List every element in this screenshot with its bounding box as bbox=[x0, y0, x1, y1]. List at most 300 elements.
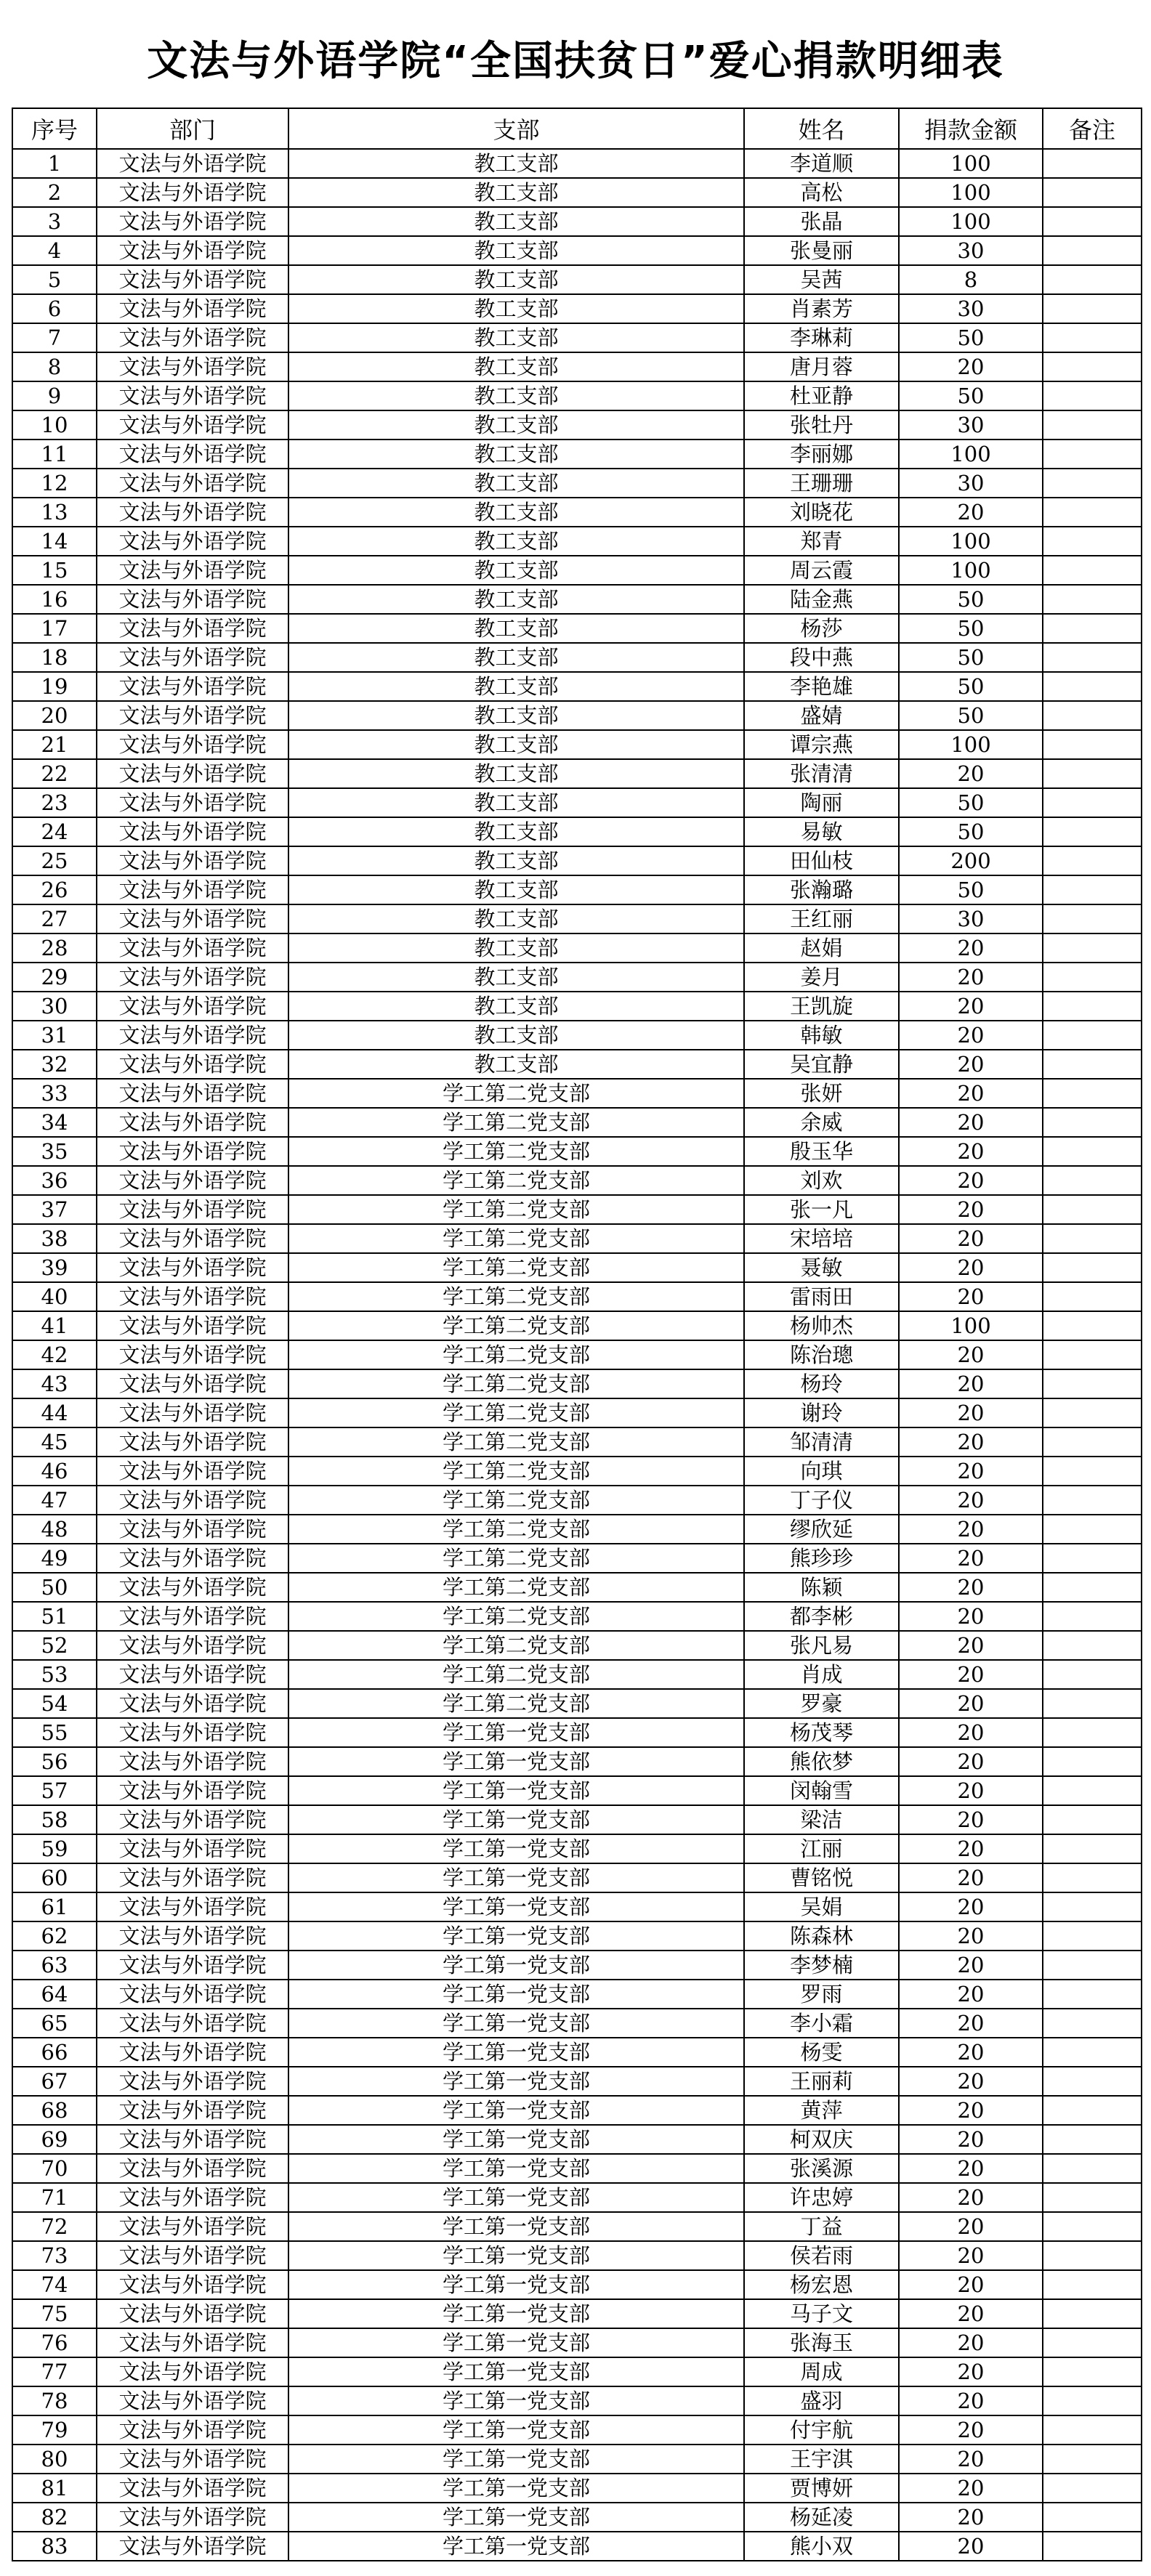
table-row bbox=[12, 2299, 1142, 2328]
cell-branch: 学工第一党支部 bbox=[288, 2445, 744, 2474]
cell-index: 83 bbox=[12, 2532, 97, 2561]
table-row bbox=[12, 1457, 1142, 1486]
cell-name: 雷雨田 bbox=[744, 1282, 899, 1311]
cell-amount: 50 bbox=[899, 381, 1043, 410]
cell-index: 43 bbox=[12, 1369, 97, 1398]
cell-branch: 教工支部 bbox=[288, 323, 744, 352]
cell-remark bbox=[1043, 963, 1142, 992]
table-row bbox=[12, 1660, 1142, 1689]
cell-remark bbox=[1043, 265, 1142, 294]
cell-branch: 教工支部 bbox=[288, 730, 744, 759]
table-row bbox=[12, 992, 1142, 1021]
cell-name: 付宇航 bbox=[744, 2415, 899, 2445]
cell-department: 文法与外语学院 bbox=[97, 2009, 288, 2038]
cell-department: 文法与外语学院 bbox=[97, 2096, 288, 2125]
cell-branch: 学工第一党支部 bbox=[288, 1747, 744, 1776]
cell-branch: 学工第二党支部 bbox=[288, 1689, 744, 1718]
cell-index: 46 bbox=[12, 1457, 97, 1486]
cell-name: 陈颖 bbox=[744, 1573, 899, 1602]
cell-amount: 30 bbox=[899, 294, 1043, 323]
table-row bbox=[12, 2009, 1142, 2038]
cell-remark bbox=[1043, 933, 1142, 963]
cell-remark bbox=[1043, 759, 1142, 788]
table-row bbox=[12, 2270, 1142, 2299]
cell-index: 26 bbox=[12, 875, 97, 904]
cell-index: 53 bbox=[12, 1660, 97, 1689]
cell-branch: 教工支部 bbox=[288, 643, 744, 672]
cell-index: 32 bbox=[12, 1050, 97, 1079]
table-row bbox=[12, 352, 1142, 381]
table-row bbox=[12, 933, 1142, 963]
cell-branch: 学工第一党支部 bbox=[288, 2474, 744, 2503]
table-row bbox=[12, 1718, 1142, 1747]
cell-amount: 20 bbox=[899, 1834, 1043, 1863]
cell-index: 18 bbox=[12, 643, 97, 672]
cell-index: 60 bbox=[12, 1863, 97, 1892]
cell-name: 刘晓花 bbox=[744, 498, 899, 527]
cell-index: 81 bbox=[12, 2474, 97, 2503]
cell-name: 张海玉 bbox=[744, 2328, 899, 2357]
cell-department: 文法与外语学院 bbox=[97, 2183, 288, 2212]
cell-remark bbox=[1043, 440, 1142, 469]
cell-index: 58 bbox=[12, 1805, 97, 1834]
cell-department: 文法与外语学院 bbox=[97, 1253, 288, 1282]
cell-name: 江丽 bbox=[744, 1834, 899, 1863]
cell-name: 李小霜 bbox=[744, 2009, 899, 2038]
cell-amount: 20 bbox=[899, 498, 1043, 527]
table-row bbox=[12, 1195, 1142, 1224]
cell-name: 聂敏 bbox=[744, 1253, 899, 1282]
cell-department: 文法与外语学院 bbox=[97, 2299, 288, 2328]
cell-remark bbox=[1043, 992, 1142, 1021]
cell-remark bbox=[1043, 2328, 1142, 2357]
table-row bbox=[12, 1108, 1142, 1137]
cell-index: 8 bbox=[12, 352, 97, 381]
cell-branch: 学工第二党支部 bbox=[288, 1660, 744, 1689]
cell-department: 文法与外语学院 bbox=[97, 2445, 288, 2474]
cell-branch: 教工支部 bbox=[288, 701, 744, 730]
cell-index: 39 bbox=[12, 1253, 97, 1282]
cell-remark bbox=[1043, 2241, 1142, 2270]
cell-amount: 20 bbox=[899, 1369, 1043, 1398]
cell-department: 文法与外语学院 bbox=[97, 1892, 288, 1921]
cell-index: 34 bbox=[12, 1108, 97, 1137]
cell-branch: 学工第二党支部 bbox=[288, 1282, 744, 1311]
cell-index: 67 bbox=[12, 2067, 97, 2096]
cell-name: 周成 bbox=[744, 2357, 899, 2386]
cell-remark bbox=[1043, 2154, 1142, 2183]
cell-name: 张牡丹 bbox=[744, 410, 899, 440]
table-row bbox=[12, 1050, 1142, 1079]
cell-department: 文法与外语学院 bbox=[97, 2386, 288, 2415]
cell-remark bbox=[1043, 614, 1142, 643]
table-row bbox=[12, 2415, 1142, 2445]
table-row bbox=[12, 1892, 1142, 1921]
header-amount: 捐款金额 bbox=[899, 108, 1043, 149]
cell-index: 77 bbox=[12, 2357, 97, 2386]
cell-amount: 20 bbox=[899, 2474, 1043, 2503]
cell-branch: 教工支部 bbox=[288, 381, 744, 410]
cell-amount: 50 bbox=[899, 323, 1043, 352]
cell-amount: 50 bbox=[899, 788, 1043, 817]
cell-department: 文法与外语学院 bbox=[97, 992, 288, 1021]
cell-amount: 20 bbox=[899, 2096, 1043, 2125]
cell-index: 70 bbox=[12, 2154, 97, 2183]
table-row bbox=[12, 643, 1142, 672]
cell-remark bbox=[1043, 352, 1142, 381]
cell-department: 文法与外语学院 bbox=[97, 933, 288, 963]
cell-name: 杨雯 bbox=[744, 2038, 899, 2067]
cell-department: 文法与外语学院 bbox=[97, 1689, 288, 1718]
table-row bbox=[12, 2125, 1142, 2154]
cell-name: 熊珍珍 bbox=[744, 1544, 899, 1573]
cell-amount: 20 bbox=[899, 1921, 1043, 1951]
cell-remark bbox=[1043, 2386, 1142, 2415]
cell-amount: 20 bbox=[899, 1137, 1043, 1166]
cell-name: 杨莎 bbox=[744, 614, 899, 643]
cell-name: 李梦楠 bbox=[744, 1951, 899, 1980]
cell-amount: 8 bbox=[899, 265, 1043, 294]
cell-name: 宋培培 bbox=[744, 1224, 899, 1253]
cell-branch: 学工第一党支部 bbox=[288, 2357, 744, 2386]
cell-index: 35 bbox=[12, 1137, 97, 1166]
cell-remark bbox=[1043, 2096, 1142, 2125]
cell-amount: 20 bbox=[899, 2386, 1043, 2415]
table-row bbox=[12, 1805, 1142, 1834]
cell-name: 谭宗燕 bbox=[744, 730, 899, 759]
cell-index: 82 bbox=[12, 2503, 97, 2532]
cell-name: 陈森林 bbox=[744, 1921, 899, 1951]
cell-name: 杨玲 bbox=[744, 1369, 899, 1398]
cell-name: 曹铭悦 bbox=[744, 1863, 899, 1892]
cell-branch: 学工第二党支部 bbox=[288, 1340, 744, 1369]
cell-branch: 学工第二党支部 bbox=[288, 1311, 744, 1340]
table-row bbox=[12, 875, 1142, 904]
cell-name: 杨延凌 bbox=[744, 2503, 899, 2532]
cell-index: 16 bbox=[12, 585, 97, 614]
cell-amount: 20 bbox=[899, 1398, 1043, 1427]
cell-name: 王宇淇 bbox=[744, 2445, 899, 2474]
cell-branch: 教工支部 bbox=[288, 992, 744, 1021]
cell-name: 马子文 bbox=[744, 2299, 899, 2328]
cell-department: 文法与外语学院 bbox=[97, 1050, 288, 1079]
cell-branch: 学工第二党支部 bbox=[288, 1108, 744, 1137]
cell-remark bbox=[1043, 672, 1142, 701]
table-row bbox=[12, 236, 1142, 265]
cell-name: 罗雨 bbox=[744, 1980, 899, 2009]
cell-amount: 20 bbox=[899, 1340, 1043, 1369]
cell-amount: 20 bbox=[899, 963, 1043, 992]
cell-branch: 教工支部 bbox=[288, 498, 744, 527]
cell-branch: 学工第二党支部 bbox=[288, 1166, 744, 1195]
cell-index: 79 bbox=[12, 2415, 97, 2445]
cell-index: 31 bbox=[12, 1021, 97, 1050]
cell-branch: 学工第一党支部 bbox=[288, 2415, 744, 2445]
cell-index: 27 bbox=[12, 904, 97, 933]
cell-index: 19 bbox=[12, 672, 97, 701]
table-row bbox=[12, 1631, 1142, 1660]
cell-department: 文法与外语学院 bbox=[97, 2357, 288, 2386]
table-row bbox=[12, 1486, 1142, 1515]
cell-department: 文法与外语学院 bbox=[97, 788, 288, 817]
cell-index: 6 bbox=[12, 294, 97, 323]
table-row bbox=[12, 1224, 1142, 1253]
cell-name: 张凡易 bbox=[744, 1631, 899, 1660]
cell-index: 64 bbox=[12, 1980, 97, 2009]
table-row bbox=[12, 759, 1142, 788]
cell-department: 文法与外语学院 bbox=[97, 1980, 288, 2009]
cell-remark bbox=[1043, 1980, 1142, 2009]
cell-name: 唐月蓉 bbox=[744, 352, 899, 381]
cell-remark bbox=[1043, 1892, 1142, 1921]
cell-department: 文法与外语学院 bbox=[97, 1805, 288, 1834]
table-row bbox=[12, 2445, 1142, 2474]
document-title: 文法与外语学院“全国扶贫日”爱心捐款明细表 bbox=[147, 38, 1004, 85]
header-row bbox=[12, 108, 1142, 149]
cell-name: 都李彬 bbox=[744, 1602, 899, 1631]
cell-name: 侯若雨 bbox=[744, 2241, 899, 2270]
donation-table bbox=[12, 108, 1142, 2561]
cell-branch: 教工支部 bbox=[288, 875, 744, 904]
cell-department: 文法与外语学院 bbox=[97, 614, 288, 643]
cell-remark bbox=[1043, 1544, 1142, 1573]
cell-branch: 教工支部 bbox=[288, 469, 744, 498]
cell-branch: 学工第一党支部 bbox=[288, 1980, 744, 2009]
cell-department: 文法与外语学院 bbox=[97, 556, 288, 585]
cell-name: 张一凡 bbox=[744, 1195, 899, 1224]
cell-amount: 20 bbox=[899, 2241, 1043, 2270]
table-row bbox=[12, 1427, 1142, 1457]
cell-branch: 教工支部 bbox=[288, 759, 744, 788]
cell-branch: 学工第二党支部 bbox=[288, 1398, 744, 1427]
cell-branch: 教工支部 bbox=[288, 294, 744, 323]
cell-index: 7 bbox=[12, 323, 97, 352]
cell-name: 陈治璁 bbox=[744, 1340, 899, 1369]
cell-name: 丁益 bbox=[744, 2212, 899, 2241]
cell-branch: 学工第一党支部 bbox=[288, 2067, 744, 2096]
cell-remark bbox=[1043, 817, 1142, 846]
cell-branch: 学工第一党支部 bbox=[288, 1834, 744, 1863]
cell-name: 肖成 bbox=[744, 1660, 899, 1689]
cell-name: 肖素芳 bbox=[744, 294, 899, 323]
cell-amount: 20 bbox=[899, 1689, 1043, 1718]
table-row bbox=[12, 381, 1142, 410]
cell-branch: 学工第一党支部 bbox=[288, 1863, 744, 1892]
cell-amount: 20 bbox=[899, 1515, 1043, 1544]
cell-index: 37 bbox=[12, 1195, 97, 1224]
cell-amount: 50 bbox=[899, 672, 1043, 701]
cell-remark bbox=[1043, 1369, 1142, 1398]
cell-amount: 100 bbox=[899, 178, 1043, 207]
cell-department: 文法与外语学院 bbox=[97, 2532, 288, 2561]
table-row bbox=[12, 846, 1142, 875]
table-row bbox=[12, 672, 1142, 701]
table-row bbox=[12, 2532, 1142, 2561]
cell-department: 文法与外语学院 bbox=[97, 1079, 288, 1108]
table-row bbox=[12, 1311, 1142, 1340]
cell-department: 文法与外语学院 bbox=[97, 1486, 288, 1515]
cell-name: 熊依梦 bbox=[744, 1747, 899, 1776]
cell-department: 文法与外语学院 bbox=[97, 1457, 288, 1486]
table-row bbox=[12, 1573, 1142, 1602]
cell-branch: 教工支部 bbox=[288, 236, 744, 265]
cell-branch: 学工第一党支部 bbox=[288, 2241, 744, 2270]
cell-index: 62 bbox=[12, 1921, 97, 1951]
cell-department: 文法与外语学院 bbox=[97, 1834, 288, 1863]
cell-department: 文法与外语学院 bbox=[97, 178, 288, 207]
cell-amount: 20 bbox=[899, 1050, 1043, 1079]
cell-amount: 20 bbox=[899, 2009, 1043, 2038]
cell-index: 9 bbox=[12, 381, 97, 410]
cell-amount: 100 bbox=[899, 527, 1043, 556]
cell-branch: 教工支部 bbox=[288, 846, 744, 875]
cell-amount: 50 bbox=[899, 701, 1043, 730]
table-row bbox=[12, 1834, 1142, 1863]
cell-amount: 100 bbox=[899, 440, 1043, 469]
table-row bbox=[12, 294, 1142, 323]
cell-branch: 学工第一党支部 bbox=[288, 1951, 744, 1980]
cell-remark bbox=[1043, 1224, 1142, 1253]
table-row bbox=[12, 1253, 1142, 1282]
cell-amount: 20 bbox=[899, 2212, 1043, 2241]
cell-amount: 30 bbox=[899, 410, 1043, 440]
cell-remark bbox=[1043, 1747, 1142, 1776]
cell-name: 张瀚璐 bbox=[744, 875, 899, 904]
table-row bbox=[12, 1021, 1142, 1050]
cell-remark bbox=[1043, 1718, 1142, 1747]
cell-remark bbox=[1043, 2503, 1142, 2532]
table-row bbox=[12, 701, 1142, 730]
cell-index: 21 bbox=[12, 730, 97, 759]
cell-amount: 20 bbox=[899, 1224, 1043, 1253]
cell-remark bbox=[1043, 2474, 1142, 2503]
cell-branch: 学工第二党支部 bbox=[288, 1602, 744, 1631]
cell-index: 72 bbox=[12, 2212, 97, 2241]
cell-amount: 20 bbox=[899, 1631, 1043, 1660]
cell-branch: 学工第二党支部 bbox=[288, 1253, 744, 1282]
cell-department: 文法与外语学院 bbox=[97, 643, 288, 672]
cell-branch: 教工支部 bbox=[288, 410, 744, 440]
cell-amount: 20 bbox=[899, 1282, 1043, 1311]
table-row bbox=[12, 1689, 1142, 1718]
cell-name: 郑青 bbox=[744, 527, 899, 556]
cell-index: 38 bbox=[12, 1224, 97, 1253]
cell-name: 王丽莉 bbox=[744, 2067, 899, 2096]
cell-name: 余威 bbox=[744, 1108, 899, 1137]
cell-remark bbox=[1043, 2212, 1142, 2241]
cell-name: 许忠婷 bbox=[744, 2183, 899, 2212]
cell-index: 14 bbox=[12, 527, 97, 556]
cell-index: 40 bbox=[12, 1282, 97, 1311]
cell-index: 78 bbox=[12, 2386, 97, 2415]
cell-amount: 20 bbox=[899, 2503, 1043, 2532]
cell-remark bbox=[1043, 1660, 1142, 1689]
cell-department: 文法与外语学院 bbox=[97, 469, 288, 498]
cell-department: 文法与外语学院 bbox=[97, 846, 288, 875]
table-row bbox=[12, 1137, 1142, 1166]
table-row bbox=[12, 2357, 1142, 2386]
cell-branch: 教工支部 bbox=[288, 933, 744, 963]
cell-department: 文法与外语学院 bbox=[97, 352, 288, 381]
cell-index: 41 bbox=[12, 1311, 97, 1340]
cell-name: 张晶 bbox=[744, 207, 899, 236]
cell-amount: 20 bbox=[899, 1602, 1043, 1631]
cell-department: 文法与外语学院 bbox=[97, 1311, 288, 1340]
cell-amount: 100 bbox=[899, 207, 1043, 236]
cell-name: 熊小双 bbox=[744, 2532, 899, 2561]
cell-remark bbox=[1043, 498, 1142, 527]
cell-department: 文法与外语学院 bbox=[97, 1951, 288, 1980]
cell-index: 1 bbox=[12, 149, 97, 178]
table-row bbox=[12, 2241, 1142, 2270]
cell-index: 22 bbox=[12, 759, 97, 788]
table-row bbox=[12, 2154, 1142, 2183]
cell-department: 文法与外语学院 bbox=[97, 1282, 288, 1311]
cell-index: 59 bbox=[12, 1834, 97, 1863]
cell-index: 28 bbox=[12, 933, 97, 963]
table-row bbox=[12, 1369, 1142, 1398]
cell-name: 黄萍 bbox=[744, 2096, 899, 2125]
cell-branch: 学工第一党支部 bbox=[288, 2212, 744, 2241]
cell-branch: 学工第二党支部 bbox=[288, 1195, 744, 1224]
cell-index: 2 bbox=[12, 178, 97, 207]
cell-department: 文法与外语学院 bbox=[97, 2154, 288, 2183]
cell-name: 刘欢 bbox=[744, 1166, 899, 1195]
header-branch: 支部 bbox=[288, 108, 744, 149]
cell-department: 文法与外语学院 bbox=[97, 236, 288, 265]
table-row bbox=[12, 1980, 1142, 2009]
cell-department: 文法与外语学院 bbox=[97, 2270, 288, 2299]
cell-index: 3 bbox=[12, 207, 97, 236]
cell-amount: 20 bbox=[899, 2038, 1043, 2067]
cell-remark bbox=[1043, 236, 1142, 265]
cell-amount: 50 bbox=[899, 875, 1043, 904]
cell-department: 文法与外语学院 bbox=[97, 1398, 288, 1427]
cell-amount: 20 bbox=[899, 759, 1043, 788]
cell-amount: 20 bbox=[899, 2270, 1043, 2299]
cell-branch: 教工支部 bbox=[288, 207, 744, 236]
cell-amount: 20 bbox=[899, 1776, 1043, 1805]
cell-index: 57 bbox=[12, 1776, 97, 1805]
cell-remark bbox=[1043, 1863, 1142, 1892]
table-row bbox=[12, 2503, 1142, 2532]
cell-branch: 教工支部 bbox=[288, 1021, 744, 1050]
cell-remark bbox=[1043, 1921, 1142, 1951]
cell-index: 50 bbox=[12, 1573, 97, 1602]
table-row bbox=[12, 2386, 1142, 2415]
cell-amount: 20 bbox=[899, 1863, 1043, 1892]
cell-index: 33 bbox=[12, 1079, 97, 1108]
table-row bbox=[12, 527, 1142, 556]
cell-branch: 学工第一党支部 bbox=[288, 1776, 744, 1805]
cell-name: 陆金燕 bbox=[744, 585, 899, 614]
cell-name: 张溪源 bbox=[744, 2154, 899, 2183]
cell-branch: 学工第二党支部 bbox=[288, 1486, 744, 1515]
cell-remark bbox=[1043, 1689, 1142, 1718]
table-row bbox=[12, 1921, 1142, 1951]
table-row bbox=[12, 2096, 1142, 2125]
cell-name: 梁洁 bbox=[744, 1805, 899, 1834]
cell-name: 盛羽 bbox=[744, 2386, 899, 2415]
header-name: 姓名 bbox=[744, 108, 899, 149]
cell-name: 韩敏 bbox=[744, 1021, 899, 1050]
cell-department: 文法与外语学院 bbox=[97, 701, 288, 730]
cell-department: 文法与外语学院 bbox=[97, 585, 288, 614]
table-row bbox=[12, 2212, 1142, 2241]
cell-branch: 学工第一党支部 bbox=[288, 2154, 744, 2183]
cell-amount: 20 bbox=[899, 2415, 1043, 2445]
cell-department: 文法与外语学院 bbox=[97, 1515, 288, 1544]
